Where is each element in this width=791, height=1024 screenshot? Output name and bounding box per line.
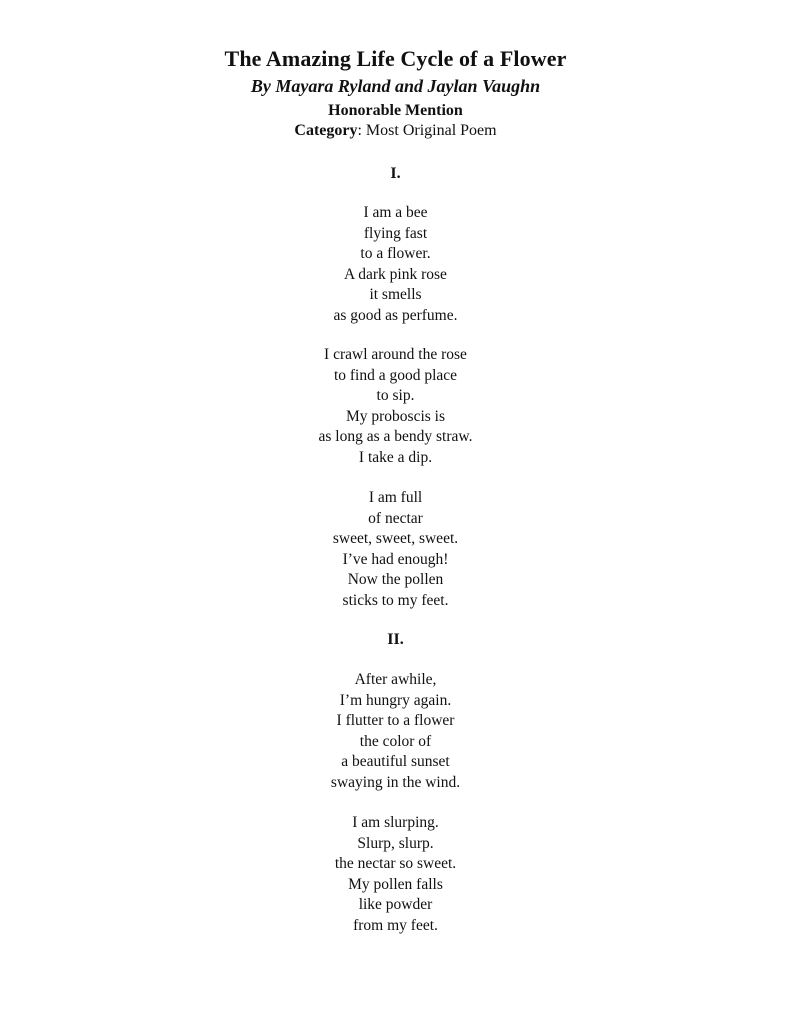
poem-title: The Amazing Life Cycle of a Flower [224,46,567,71]
poem-line: like powder [358,896,433,913]
poem-line: to find a good place [333,366,458,384]
poem-line: I am full [368,489,423,506]
poem-line: sweet, sweet, sweet. [332,530,459,547]
poem-line: My pollen falls [348,875,443,893]
poem-line: as long as a bendy straw. [318,428,473,445]
poem-line: to a flower. [360,245,431,262]
poem-line: Slurp, slurp. [357,834,434,852]
poem-line: swaying in the wind. [330,773,461,791]
poem-line: from my feet. [353,916,438,934]
poem-line: flying fast [363,224,428,242]
poem-line: After awhile, [354,671,437,688]
poem-authors: By Mayara Ryland and Jaylan Vaughn [250,76,541,96]
poem-line: I am a bee [363,204,428,221]
category-label: Category [294,122,358,139]
poem-line: as good as perfume. [333,306,458,324]
stanza-1-2 [0,345,791,468]
stanza-2-1 [0,670,791,793]
poem-line: My proboscis is [345,407,446,425]
poem-line: to sip. [376,387,415,404]
poem-line: the nectar so sweet. [334,855,457,872]
category-value: : Most Original Poem [357,122,497,139]
award-label: Honorable Mention [328,102,463,119]
poem-line: Now the pollen [347,571,444,588]
poem-line: sticks to my feet. [342,591,449,609]
poem-line: the color of [359,732,432,750]
poem-line: I’ve had enough! [342,550,449,568]
stanza-1-3 [0,488,791,611]
poem-line: a beautiful sunset [341,753,450,770]
category-line [0,121,791,141]
poem-line: I am slurping. [352,814,439,831]
poem-line: I’m hungry again. [339,691,452,709]
poem-line: I take a dip. [358,448,433,466]
poem-line: I flutter to a flower [336,712,455,729]
poem-line: I crawl around the rose [324,346,467,363]
poem-line: it smells [369,286,422,303]
section-heading-1: I. [390,165,401,182]
poem-line: A dark pink rose [344,265,447,283]
stanza-1-1 [0,203,791,326]
stanza-2-2 [0,813,791,936]
poem-line: of nectar [368,509,423,527]
section-heading-2: II. [387,631,404,648]
